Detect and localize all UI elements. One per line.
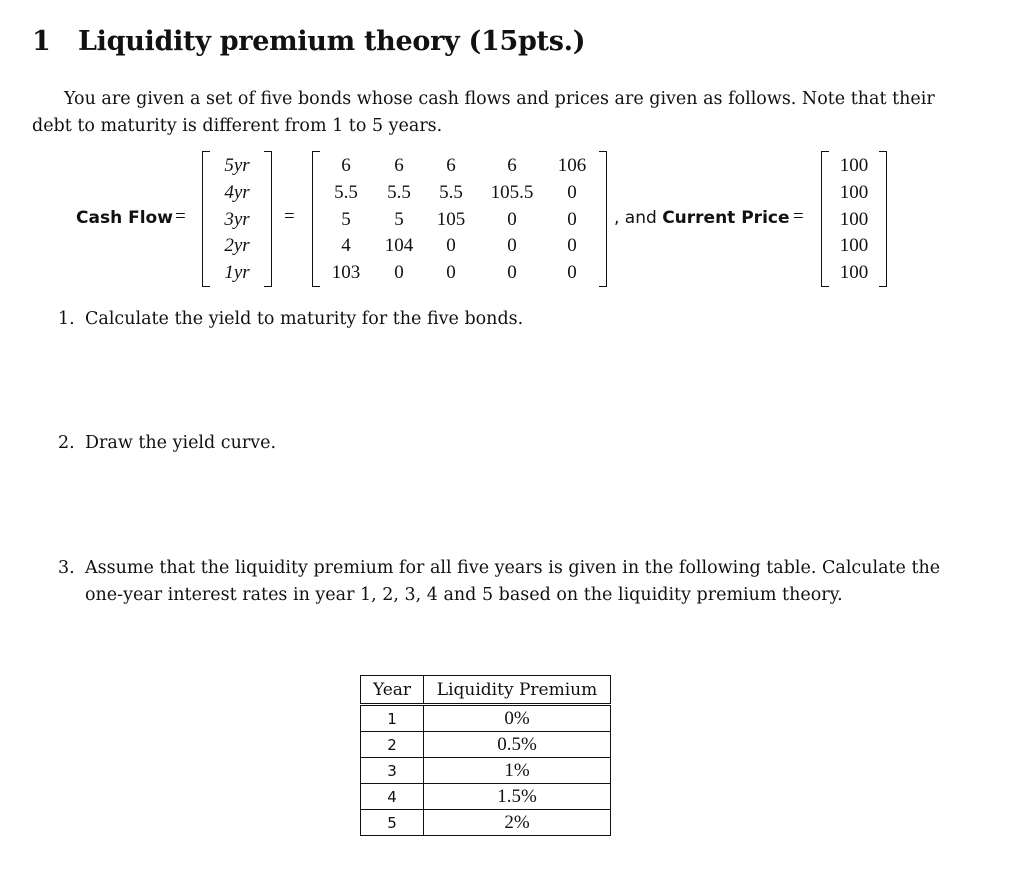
matrix-cell: 0 (507, 262, 517, 283)
premium-cell: 1.5% (424, 784, 611, 810)
equals-sign-2: = (284, 206, 295, 227)
matrix-cell: 104 (384, 235, 414, 256)
matrix-cell: 6 (394, 155, 404, 176)
equals-sign-3: = (793, 206, 804, 227)
matrix-cell: 0 (394, 262, 404, 283)
current-price-phrase (614, 208, 790, 228)
liquidity-premium-table (360, 675, 611, 836)
matrix-cell: 0 (567, 209, 577, 230)
table-row (361, 784, 611, 810)
question-number: 1. (58, 309, 75, 329)
year-cell: 3 (361, 758, 424, 784)
matrix-cell: 5.5 (334, 182, 358, 203)
maturity-4yr: 4yr (224, 182, 250, 203)
price-cell: 100 (839, 209, 869, 230)
matrix-cell: 0 (507, 235, 517, 256)
matrix-cell: 5.5 (439, 182, 463, 203)
year-cell: 4 (361, 784, 424, 810)
table-row (361, 705, 611, 732)
question-3 (58, 555, 958, 609)
header-liquidity-premium: Liquidity Premium (424, 676, 611, 705)
question-1 (58, 309, 523, 329)
header-year: Year (361, 676, 424, 705)
matrix-cell: 0 (567, 235, 577, 256)
matrix-cell: 6 (341, 155, 351, 176)
matrix-cell: 6 (507, 155, 517, 176)
premium-cell: 0% (424, 705, 611, 732)
matrix-cell: 0 (507, 209, 517, 230)
matrix-cell: 105.5 (490, 182, 534, 203)
section-heading (32, 26, 585, 57)
premium-cell: 0.5% (424, 732, 611, 758)
maturity-2yr: 2yr (224, 235, 250, 256)
year-cell: 1 (361, 705, 424, 732)
table-row (361, 732, 611, 758)
price-cell: 100 (839, 182, 869, 203)
intro-text: You are given a set of five bonds whose cash flows and prices are given as follows. Note that their debt to maturity is different from 1 to 5 years. (32, 89, 935, 136)
and-text: , and (614, 208, 657, 228)
matrix-cell: 6 (446, 155, 456, 176)
matrix-cell: 105 (436, 209, 466, 230)
year-cell: 2 (361, 732, 424, 758)
question-2 (58, 433, 276, 453)
equals-sign-1: = (175, 206, 186, 227)
question-text: Assume that the liquidity premium for all five years is given in the following table. Calculate the one-year interest rates in year 1, 2, 3, 4 and 5 based on the liquidity premium theory. (85, 558, 941, 605)
matrix-cell: 0 (446, 235, 456, 256)
table-header-row (361, 676, 611, 705)
maturity-5yr: 5yr (224, 155, 250, 176)
maturity-1yr: 1yr (224, 262, 250, 283)
matrix-cell: 103 (331, 262, 361, 283)
section-number: 1 (32, 26, 51, 57)
right-bracket (264, 151, 272, 287)
cash-flow-label: Cash Flow (76, 208, 173, 228)
left-bracket (202, 151, 210, 287)
matrix-cell: 0 (567, 262, 577, 283)
table-row (361, 758, 611, 784)
premium-cell: 2% (424, 810, 611, 836)
price-cell: 100 (839, 235, 869, 256)
question-text: Calculate the yield to maturity for the five bonds. (85, 309, 524, 329)
intro-paragraph (32, 86, 962, 140)
left-bracket (821, 151, 829, 287)
current-price-label: Current Price (662, 208, 790, 228)
matrix-cell: 5 (341, 209, 351, 230)
table-row (361, 810, 611, 836)
matrix-cell: 5.5 (387, 182, 411, 203)
right-bracket (879, 151, 887, 287)
matrix-cell: 106 (557, 155, 587, 176)
year-cell: 5 (361, 810, 424, 836)
question-number: 3. (58, 558, 75, 578)
matrix-cell: 0 (567, 182, 577, 203)
premium-cell: 1% (424, 758, 611, 784)
price-cell: 100 (839, 262, 869, 283)
matrix-cell: 4 (341, 235, 351, 256)
matrix-cell: 0 (446, 262, 456, 283)
question-number: 2. (58, 433, 75, 453)
matrix-cell: 5 (394, 209, 404, 230)
maturity-3yr: 3yr (224, 209, 250, 230)
question-text: Draw the yield curve. (85, 433, 277, 453)
section-title: Liquidity premium theory (15pts.) (78, 26, 586, 57)
price-cell: 100 (839, 155, 869, 176)
